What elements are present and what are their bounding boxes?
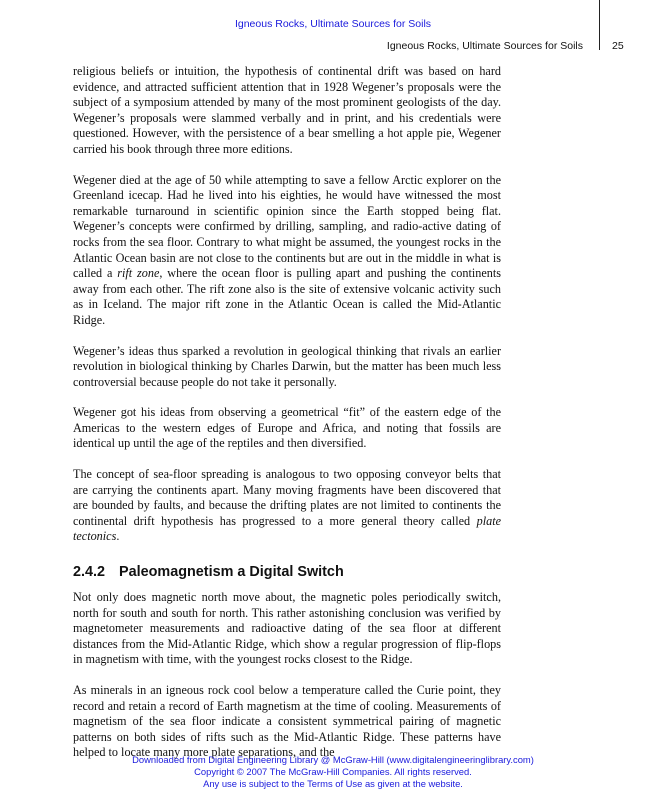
footer-copyright-line: Copyright © 2007 The McGraw-Hill Companies. All rights reserved. bbox=[194, 766, 472, 777]
running-head: Igneous Rocks, Ultimate Sources for Soils bbox=[386, 40, 583, 52]
paragraph-text: , where the ocean floor is pulling apart and pushing the continents away from each other. The rift zone also is the site of extensive volcanic activity such as in Iceland. The major rift zone in the Atlantic Ocean is called the Mid-Atlantic Ridge. bbox=[73, 266, 501, 327]
top-banner: Igneous Rocks, Ultimate Sources for Soils bbox=[234, 18, 432, 30]
paragraph-text: . bbox=[116, 529, 120, 544]
paragraph: Wegener got his ideas from observing a geometrical “fit” of the eastern edge of the Americas to the western edges of Europe and Africa, and noting that fossils are identical up until the age of the reptiles and then diversified. bbox=[73, 405, 501, 451]
paragraph: As minerals in an igneous rock cool below a temperature called the Curie point, they record and retain a record of Earth magnetism at the time of cooling. Measurements of magnetism of the sea floor indicate a consistent symmetrical pairing of magnetic patterns on both sides of rifts such as the Mid-Atlantic Ridge. These patterns have helped to locate many more plate separations, and the bbox=[73, 683, 501, 760]
paragraph bbox=[73, 173, 501, 329]
body-text bbox=[73, 64, 501, 776]
section-heading bbox=[73, 564, 501, 580]
footer-terms-line[interactable]: Any use is subject to the Terms of Use as given at the website. bbox=[203, 778, 463, 789]
section-title: Paleomagnetism a Digital Switch bbox=[119, 564, 344, 581]
paragraph-text: The concept of sea-floor spreading is analogous to two opposing conveyor belts that are carrying the continents apart. Many moving fragments have been discovered that are bounded by faults, and because the drifting plates are not limited to continents the continental drift hypothesis has progressed to a more general theory called bbox=[73, 467, 501, 528]
paragraph bbox=[73, 467, 501, 545]
paragraph: Not only does magnetic north move about, the magnetic poles periodically switch, north for south and south for north. This rather astonishing conclusion was verified by magnetometer measurements and radioactive dating of the sea floor at different distances from the Mid-Atlantic Ridge, which show a regular progression of flip-flops in magnetism with time, with the youngest rocks closest to the Ridge. bbox=[73, 590, 501, 667]
page-number: 25 bbox=[612, 40, 624, 52]
header-divider bbox=[599, 0, 600, 50]
italic-term: rift zone bbox=[117, 266, 160, 281]
paragraph: Wegener’s ideas thus sparked a revolution in geological thinking that rivals an earlier revolution in biological thinking by Charles Darwin, but the matter has been much less controversial because people do not take it personally. bbox=[73, 343, 501, 389]
paragraph-text: Wegener died at the age of 50 while attempting to save a fellow Arctic explorer on the Greenland icecap. Had he lived into his eighties, he would have witnessed the most remarkable turnaround in scientific opinion since the Earth stopped being flat. Wegener’s concepts were confirmed by drilling, sampling, and radio-active dating of rocks from the sea floor. Contrary to what might be assumed, the youngest rocks in the Atlantic Ocean basin are not close to the continents but are out in the middle in what is called a bbox=[73, 172, 501, 281]
footer-download-line[interactable]: Downloaded from Digital Engineering Library @ McGraw-Hill (www.digitalengineeringlibrary.com) bbox=[132, 754, 534, 765]
footer bbox=[0, 754, 666, 790]
section-number: 2.4.2 bbox=[73, 564, 106, 581]
italic-term: plate tectonics bbox=[73, 513, 501, 544]
paragraph: religious beliefs or intuition, the hypothesis of continental drift was based on hard evidence, and attracted sufficient attention that in 1928 Wegener’s proposals were the subject of a symposium attended by many of the most prominent geologists of the day. Wegener’s proposals were slammed verbally and in print, and his credentials were questioned. However, with the persistence of a bear smelling a hot apple pie, Wegener carried his book through three more editions. bbox=[73, 64, 501, 156]
